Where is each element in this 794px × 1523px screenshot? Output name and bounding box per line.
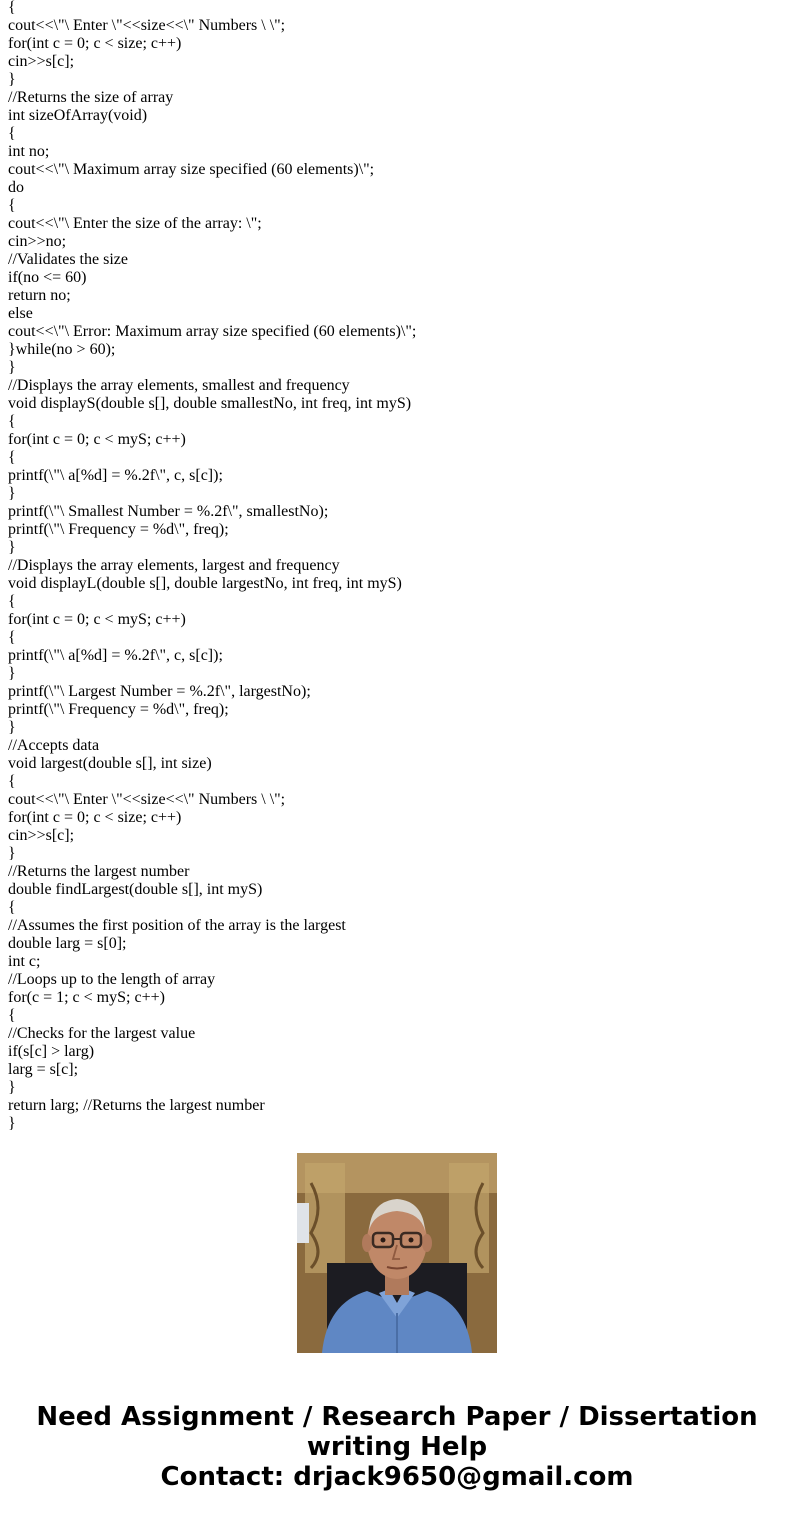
code-line: return no;	[8, 287, 71, 304]
code-line: {	[8, 413, 16, 430]
code-line: if(no <= 60)	[8, 269, 87, 286]
code-line: }	[8, 539, 16, 556]
code-line: cout<<\"\ Enter \"<<size<<\" Numbers \ \";	[8, 791, 286, 808]
code-line: }	[8, 1115, 16, 1132]
code-line: printf(\"\ Smallest Number = %.2f\", smallestNo);	[8, 503, 329, 520]
code-listing	[8, 0, 788, 1132]
banner-line-3: Contact: drjack9650@gmail.com	[160, 1462, 634, 1492]
code-line: }	[8, 359, 16, 376]
code-line: //Displays the array elements, smallest and frequency	[8, 377, 350, 394]
code-line: printf(\"\ Frequency = %d\", freq);	[8, 701, 229, 718]
code-line: double larg = s[0];	[8, 935, 127, 952]
banner-line-2: writing Help	[306, 1432, 488, 1462]
code-line: cout<<\"\ Enter \"<<size<<\" Numbers \ \";	[8, 17, 286, 34]
code-line: {	[8, 125, 16, 142]
code-line: int no;	[8, 143, 50, 160]
code-line: {	[8, 1007, 16, 1024]
code-line: {	[8, 899, 16, 916]
author-avatar	[297, 1153, 497, 1353]
code-line: double findLargest(double s[], int myS)	[8, 881, 263, 898]
code-line: int c;	[8, 953, 41, 970]
code-line: void displayL(double s[], double largestNo, int freq, int myS)	[8, 575, 402, 592]
code-line: for(int c = 0; c < myS; c++)	[8, 431, 186, 448]
code-line: {	[8, 629, 16, 646]
code-line: for(c = 1; c < myS; c++)	[8, 989, 165, 1006]
code-line: //Returns the largest number	[8, 863, 190, 880]
code-line: if(s[c] > larg)	[8, 1043, 95, 1060]
code-line: printf(\"\ a[%d] = %.2f\", c, s[c]);	[8, 647, 223, 664]
code-line: }	[8, 485, 16, 502]
banner-line-1: Need Assignment / Research Paper / Dissertation	[36, 1402, 758, 1432]
code-line: int sizeOfArray(void)	[8, 107, 148, 124]
code-line: for(int c = 0; c < myS; c++)	[8, 611, 186, 628]
code-line: {	[8, 773, 16, 790]
person-photo-icon	[297, 1153, 497, 1353]
code-line: printf(\"\ Largest Number = %.2f\", largestNo);	[8, 683, 311, 700]
code-line: {	[8, 593, 16, 610]
code-line: cin>>no;	[8, 233, 67, 250]
code-line: cout<<\"\ Error: Maximum array size specified (60 elements)\";	[8, 323, 417, 340]
code-line: }	[8, 719, 16, 736]
code-line: {	[8, 197, 16, 214]
code-line: //Validates the size	[8, 251, 128, 268]
code-line: cin>>s[c];	[8, 827, 75, 844]
code-line: //Assumes the first position of the array is the largest	[8, 917, 346, 934]
code-line: do	[8, 179, 24, 196]
code-line: void largest(double s[], int size)	[8, 755, 212, 772]
code-line: //Checks for the largest value	[8, 1025, 196, 1042]
code-line: //Displays the array elements, largest and frequency	[8, 557, 340, 574]
code-line: cout<<\"\ Enter the size of the array: \";	[8, 215, 262, 232]
code-line: return larg; //Returns the largest number	[8, 1097, 265, 1114]
code-line: void displayS(double s[], double smallestNo, int freq, int myS)	[8, 395, 412, 412]
code-line: else	[8, 305, 33, 322]
code-line: {	[8, 449, 16, 466]
code-line: {	[8, 0, 16, 16]
code-line: printf(\"\ Frequency = %d\", freq);	[8, 521, 229, 538]
code-line: }while(no > 60);	[8, 341, 116, 358]
contact-banner	[0, 1402, 794, 1492]
code-line: }	[8, 1079, 16, 1096]
code-line: }	[8, 665, 16, 682]
code-line: //Accepts data	[8, 737, 100, 754]
code-line: printf(\"\ a[%d] = %.2f\", c, s[c]);	[8, 467, 223, 484]
code-line: larg = s[c];	[8, 1061, 79, 1078]
code-line: cout<<\"\ Maximum array size specified (60 elements)\";	[8, 161, 375, 178]
code-line: for(int c = 0; c < size; c++)	[8, 35, 182, 52]
code-line: //Returns the size of array	[8, 89, 174, 106]
code-line: }	[8, 845, 16, 862]
code-line: }	[8, 71, 16, 88]
code-line: //Loops up to the length of array	[8, 971, 216, 988]
code-line: for(int c = 0; c < size; c++)	[8, 809, 182, 826]
code-line: cin>>s[c];	[8, 53, 75, 70]
